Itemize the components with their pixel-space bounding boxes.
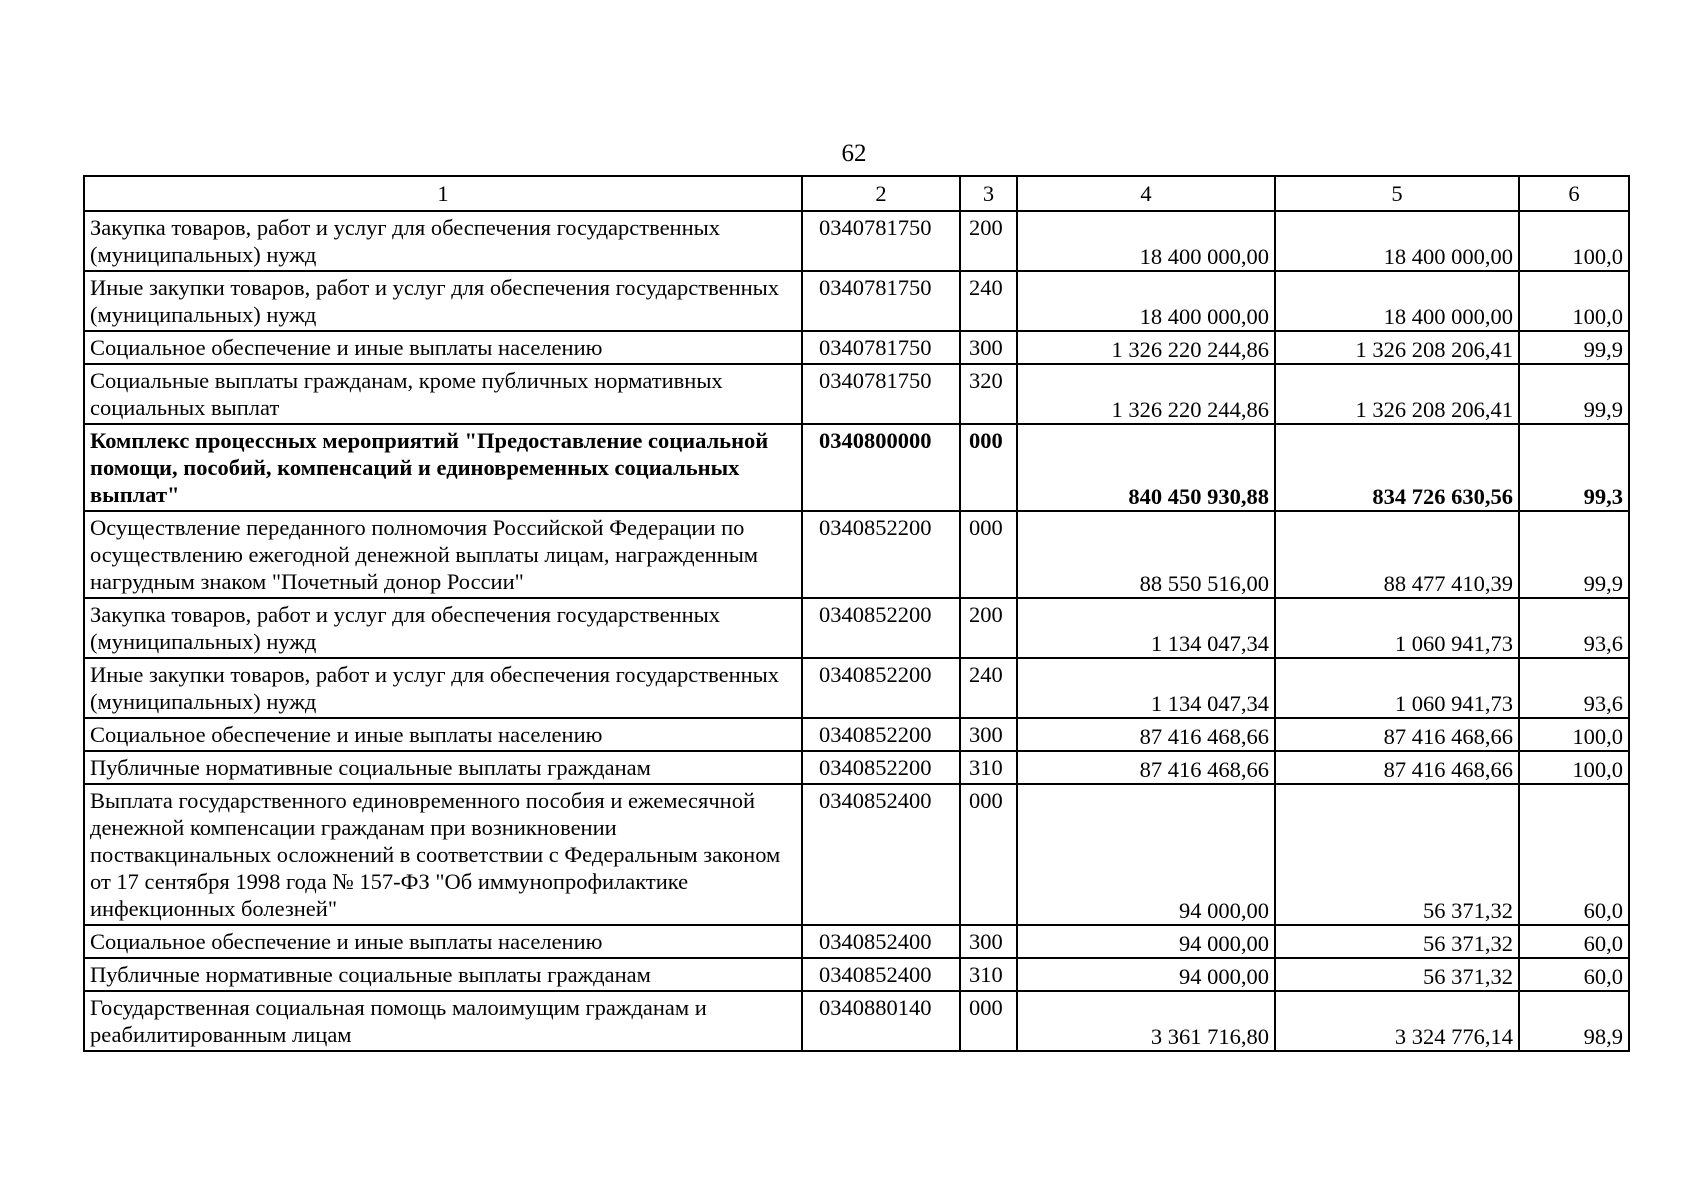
row-plan-amount-cell: 3 361 716,80 xyxy=(1017,991,1275,1051)
row-percent-cell: 99,9 xyxy=(1519,511,1629,598)
row-actual-amount-cell: 87 416 468,66 xyxy=(1275,718,1519,751)
row-name-cell: Иные закупки товаров, работ и услуг для обеспечения государственных (муниципальных) нужд xyxy=(84,271,802,331)
row-actual-amount-cell: 1 326 208 206,41 xyxy=(1275,364,1519,424)
row-name-cell: Публичные нормативные социальные выплаты гражданам xyxy=(84,958,802,991)
table-row xyxy=(84,925,1629,958)
row-plan-amount-cell: 87 416 468,66 xyxy=(1017,751,1275,784)
row-expense-type-cell: 240 xyxy=(960,658,1017,718)
row-expense-type-cell: 320 xyxy=(960,364,1017,424)
table-row xyxy=(84,331,1629,364)
column-header: 6 xyxy=(1519,176,1629,211)
row-code-cell: 0340852400 xyxy=(802,925,960,958)
row-percent-cell: 100,0 xyxy=(1519,751,1629,784)
row-actual-amount-cell: 56 371,32 xyxy=(1275,958,1519,991)
row-expense-type-cell: 240 xyxy=(960,271,1017,331)
table-row xyxy=(84,364,1629,424)
row-code-cell: 0340852200 xyxy=(802,511,960,598)
row-percent-cell: 98,9 xyxy=(1519,991,1629,1051)
table-row xyxy=(84,424,1629,511)
row-actual-amount-cell: 1 060 941,73 xyxy=(1275,598,1519,658)
row-name-cell: Иные закупки товаров, работ и услуг для обеспечения государственных (муниципальных) нужд xyxy=(84,658,802,718)
row-expense-type-cell: 300 xyxy=(960,718,1017,751)
row-actual-amount-cell: 18 400 000,00 xyxy=(1275,211,1519,271)
table-row xyxy=(84,958,1629,991)
row-name-cell: Публичные нормативные социальные выплаты гражданам xyxy=(84,751,802,784)
budget-table xyxy=(83,175,1630,1052)
row-code-cell: 0340880140 xyxy=(802,991,960,1051)
row-actual-amount-cell: 56 371,32 xyxy=(1275,925,1519,958)
row-percent-cell: 93,6 xyxy=(1519,598,1629,658)
row-code-cell: 0340781750 xyxy=(802,211,960,271)
row-name-cell: Выплата государственного единовременного пособия и ежемесячной денежной компенсации гражданам при возникновении поствакцинальных осложнений в соответствии с Федеральным законом от 17 сентября 1998 года № 157-ФЗ "Об иммунопрофилактике инфекционных болезней" xyxy=(84,784,802,925)
row-code-cell: 0340852400 xyxy=(802,958,960,991)
column-header: 3 xyxy=(960,176,1017,211)
row-plan-amount-cell: 840 450 930,88 xyxy=(1017,424,1275,511)
row-actual-amount-cell: 1 060 941,73 xyxy=(1275,658,1519,718)
row-percent-cell: 60,0 xyxy=(1519,925,1629,958)
row-code-cell: 0340852400 xyxy=(802,784,960,925)
column-header: 2 xyxy=(802,176,960,211)
row-percent-cell: 100,0 xyxy=(1519,211,1629,271)
row-expense-type-cell: 310 xyxy=(960,958,1017,991)
row-expense-type-cell: 000 xyxy=(960,784,1017,925)
row-code-cell: 0340781750 xyxy=(802,364,960,424)
row-plan-amount-cell: 18 400 000,00 xyxy=(1017,211,1275,271)
table-row xyxy=(84,718,1629,751)
row-percent-cell: 93,6 xyxy=(1519,658,1629,718)
row-name-cell: Социальное обеспечение и иные выплаты населению xyxy=(84,925,802,958)
row-percent-cell: 99,9 xyxy=(1519,331,1629,364)
table-row xyxy=(84,271,1629,331)
row-plan-amount-cell: 94 000,00 xyxy=(1017,958,1275,991)
row-plan-amount-cell: 87 416 468,66 xyxy=(1017,718,1275,751)
row-expense-type-cell: 200 xyxy=(960,598,1017,658)
table-row xyxy=(84,211,1629,271)
row-expense-type-cell: 300 xyxy=(960,925,1017,958)
table-row xyxy=(84,511,1629,598)
row-code-cell: 0340852200 xyxy=(802,598,960,658)
row-name-cell: Закупка товаров, работ и услуг для обеспечения государственных (муниципальных) нужд xyxy=(84,211,802,271)
row-percent-cell: 60,0 xyxy=(1519,958,1629,991)
column-header: 5 xyxy=(1275,176,1519,211)
table-row xyxy=(84,598,1629,658)
column-header: 1 xyxy=(84,176,802,211)
row-plan-amount-cell: 1 326 220 244,86 xyxy=(1017,364,1275,424)
row-name-cell: Государственная социальная помощь малоимущим гражданам и реабилитированным лицам xyxy=(84,991,802,1051)
table-row xyxy=(84,658,1629,718)
row-actual-amount-cell: 18 400 000,00 xyxy=(1275,271,1519,331)
row-plan-amount-cell: 94 000,00 xyxy=(1017,925,1275,958)
row-actual-amount-cell: 1 326 208 206,41 xyxy=(1275,331,1519,364)
row-name-cell: Комплекс процессных мероприятий "Предоставление социальной помощи, пособий, компенсаций и единовременных социальных выплат" xyxy=(84,424,802,511)
row-code-cell: 0340852200 xyxy=(802,751,960,784)
row-code-cell: 0340781750 xyxy=(802,331,960,364)
row-percent-cell: 60,0 xyxy=(1519,784,1629,925)
column-header: 4 xyxy=(1017,176,1275,211)
row-expense-type-cell: 000 xyxy=(960,991,1017,1051)
row-expense-type-cell: 300 xyxy=(960,331,1017,364)
table-body xyxy=(84,176,1629,1051)
row-actual-amount-cell: 56 371,32 xyxy=(1275,784,1519,925)
row-actual-amount-cell: 88 477 410,39 xyxy=(1275,511,1519,598)
row-code-cell: 0340781750 xyxy=(802,271,960,331)
row-code-cell: 0340800000 xyxy=(802,424,960,511)
table-row xyxy=(84,751,1629,784)
row-expense-type-cell: 000 xyxy=(960,511,1017,598)
row-plan-amount-cell: 1 134 047,34 xyxy=(1017,598,1275,658)
row-name-cell: Социальное обеспечение и иные выплаты населению xyxy=(84,718,802,751)
row-plan-amount-cell: 94 000,00 xyxy=(1017,784,1275,925)
row-expense-type-cell: 000 xyxy=(960,424,1017,511)
row-percent-cell: 100,0 xyxy=(1519,718,1629,751)
row-actual-amount-cell: 834 726 630,56 xyxy=(1275,424,1519,511)
row-name-cell: Закупка товаров, работ и услуг для обеспечения государственных (муниципальных) нужд xyxy=(84,598,802,658)
row-name-cell: Социальные выплаты гражданам, кроме публичных нормативных социальных выплат xyxy=(84,364,802,424)
row-name-cell: Осуществление переданного полномочия Российской Федерации по осуществлению ежегодной денежной выплаты лицам, награжденным нагрудным знаком "Почетный донор России" xyxy=(84,511,802,598)
row-plan-amount-cell: 1 134 047,34 xyxy=(1017,658,1275,718)
row-plan-amount-cell: 88 550 516,00 xyxy=(1017,511,1275,598)
row-actual-amount-cell: 87 416 468,66 xyxy=(1275,751,1519,784)
row-percent-cell: 100,0 xyxy=(1519,271,1629,331)
row-actual-amount-cell: 3 324 776,14 xyxy=(1275,991,1519,1051)
row-code-cell: 0340852200 xyxy=(802,658,960,718)
header-row xyxy=(84,176,1629,211)
page-number: 62 xyxy=(841,140,867,167)
row-code-cell: 0340852200 xyxy=(802,718,960,751)
row-percent-cell: 99,3 xyxy=(1519,424,1629,511)
row-name-cell: Социальное обеспечение и иные выплаты населению xyxy=(84,331,802,364)
row-expense-type-cell: 310 xyxy=(960,751,1017,784)
row-plan-amount-cell: 18 400 000,00 xyxy=(1017,271,1275,331)
table-row xyxy=(84,991,1629,1051)
row-plan-amount-cell: 1 326 220 244,86 xyxy=(1017,331,1275,364)
row-percent-cell: 99,9 xyxy=(1519,364,1629,424)
table-row xyxy=(84,784,1629,925)
row-expense-type-cell: 200 xyxy=(960,211,1017,271)
